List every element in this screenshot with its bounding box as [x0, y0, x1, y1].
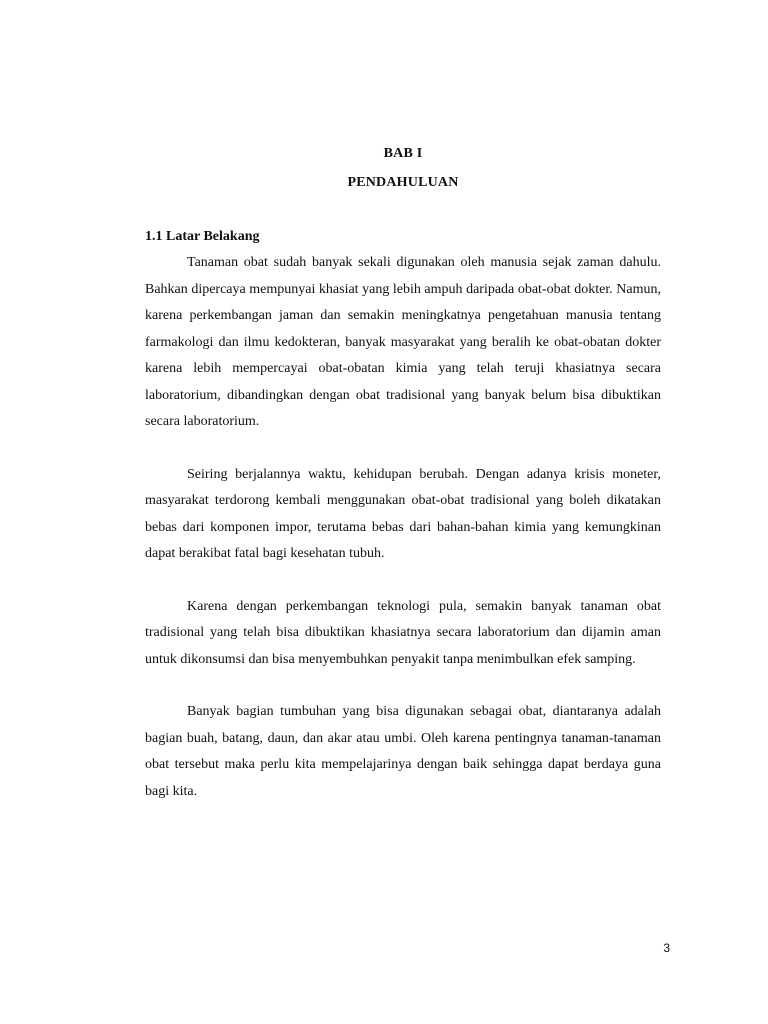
- section-heading: 1.1 Latar Belakang: [145, 229, 260, 244]
- paragraph-4: Banyak bagian tumbuhan yang bisa digunakan sebagai obat, diantaranya adalah bagian buah, batang, daun, dan akar atau umbi. Oleh karena pentingnya tanaman-tanaman obat tersebut maka perlu kita mempelajarinya dengan baik sehingga dapat berdaya guna bagi kita.: [145, 704, 661, 799]
- chapter-title: PENDAHULUAN: [347, 175, 459, 190]
- body-text: [145, 250, 661, 831]
- chapter-number: BAB I: [383, 146, 423, 161]
- paragraph-3: Karena dengan perkembangan teknologi pula, semakin banyak tanaman obat tradisional yang telah bisa dibuktikan khasiatnya secara laboratorium dan dijamin aman untuk dikonsumsi dan bisa menyembuhkan penyakit tanpa menimbulkan efek samping.: [145, 598, 661, 667]
- page-number: 3: [663, 941, 670, 955]
- paragraph-1: Tanaman obat sudah banyak sekali digunakan oleh manusia sejak zaman dahulu. Bahkan dipercaya mempunyai khasiat yang lebih ampuh daripada obat-obat dokter. Namun, karena perkembangan jaman dan semakin meningkatnya pengetahuan manusia tentang farmakologi dan ilmu kedokteran, banyak masyarakat yang beralih ke obat-obatan dokter karena lebih mempercayai obat-obatan kimia yang telah teruji khasiatnya secara laboratorium, dibandingkan dengan obat tradisional yang banyak belum bisa dibuktikan secara laboratorium.: [145, 255, 661, 429]
- paragraph-2: Seiring berjalannya waktu, kehidupan berubah. Dengan adanya krisis moneter, masyarakat terdorong kembali menggunakan obat-obat tradisional yang boleh dikatakan bebas dari komponen impor, terutama bebas dari bahan-bahan kimia yang kemungkinan dapat berakibat fatal bagi kesehatan tubuh.: [145, 466, 661, 561]
